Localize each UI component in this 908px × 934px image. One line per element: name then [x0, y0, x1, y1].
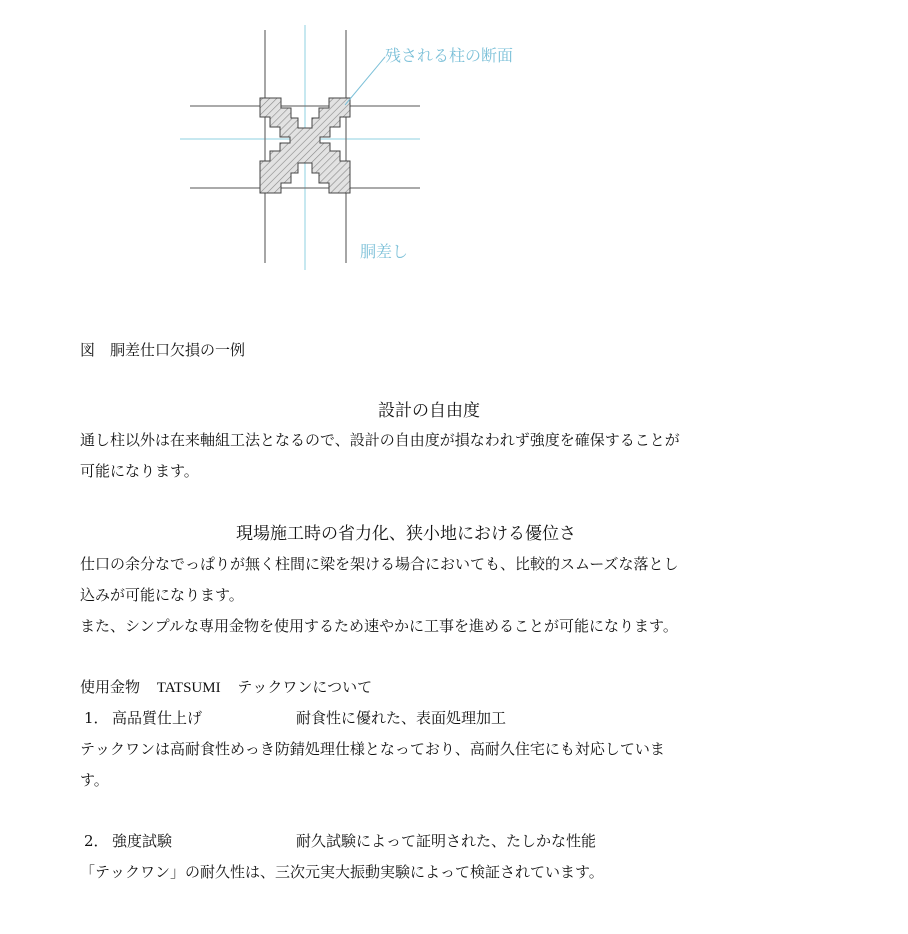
leader-line	[345, 57, 385, 105]
site-text-line2: 込みが可能になります。	[80, 586, 244, 604]
hardware-title-suffix: テックワンについて	[237, 678, 373, 696]
item1-number: 1．	[84, 709, 109, 727]
item1-text-line1: テックワンは高耐食性めっき防錆処理仕様となっており、高耐久住宅にも対応していま	[80, 740, 665, 758]
item2-name: 強度試験	[112, 832, 173, 850]
dousashi-label: 胴差し	[360, 242, 409, 261]
item1-text-line2: す。	[80, 771, 109, 789]
item2-text-line1: 「テックワン」の耐久性は、三次元実大振動実験によって検証されています。	[80, 863, 604, 881]
remaining-section-label: 残される柱の断面	[385, 46, 514, 65]
design-text-line1: 通し柱以外は在来軸組工法となるので、設計の自由度が損なわれず強度を確保することが	[80, 431, 680, 449]
site-text-line1: 仕口の余分なでっぱりが無く柱間に梁を架ける場合においても、比較的スムーズな落とし	[80, 555, 679, 573]
hardware-title-brand: TATSUMI	[156, 680, 221, 696]
hardware-title-prefix: 使用金物	[80, 678, 141, 696]
item1-name: 高品質仕上げ	[112, 709, 203, 727]
site-text-line3: また、シンプルな専用金物を使用するため速やかに工事を進めることが可能になります。	[80, 617, 678, 635]
design-heading: 設計の自由度	[378, 401, 480, 421]
design-text-line2: 可能になります。	[80, 462, 199, 480]
site-heading: 現場施工時の省力化、狭小地における優位さ	[236, 524, 576, 544]
figure-caption: 図 胴差仕口欠損の一例	[80, 341, 246, 359]
hardware-title	[80, 677, 372, 698]
column-cross-section-diagram	[180, 25, 560, 275]
item1-description: 耐食性に優れた、表面処理加工	[296, 709, 507, 727]
item2-description: 耐久試験によって証明された、たしかな性能	[296, 832, 597, 850]
item2-number: 2．	[84, 832, 109, 850]
